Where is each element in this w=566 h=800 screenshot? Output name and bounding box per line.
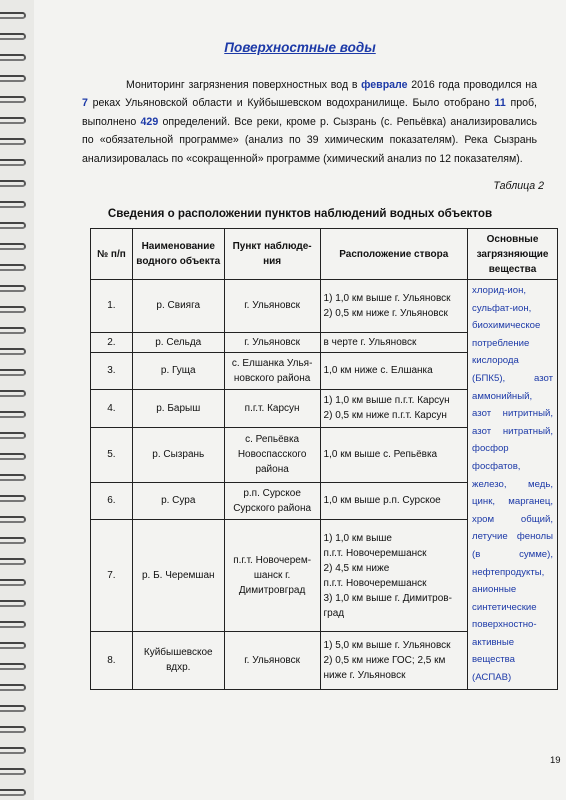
binder-ring [0, 33, 26, 40]
binder-ring [0, 663, 26, 670]
cell-name: р. Сельда [132, 332, 224, 352]
cell-location [320, 632, 468, 689]
cell-name: р. Б. Черемшан [132, 520, 224, 632]
binder-ring [0, 579, 26, 586]
binder-ring [0, 453, 26, 460]
header-point: Пункт наблюде-ния [224, 229, 320, 280]
document-page [40, 0, 560, 800]
binder-ring [0, 600, 26, 607]
intro-paragraph [82, 76, 537, 168]
para-text: проб, выполнено [82, 97, 537, 128]
binder-ring [0, 621, 26, 628]
binder-ring [0, 264, 26, 271]
binder-ring [0, 117, 26, 124]
location-line: 2) 0,5 км ниже ГОС; 2,5 км ниже г. Ульяновск [323, 654, 446, 681]
cell-pollutants: хлорид-ион, сульфат-ион, биохимическое потребление кислорода (БПК5), азот аммонийный, азот нитритный, азот нитратный, фосфор фосфатов, железо, медь, цинк, марганец, хром общий, летучие фенолы (в сумме), нефтепродукты, анионные синтетические поверхностно-активные вещества (АСПАВ) [468, 280, 558, 690]
location-line: 1,0 км ниже с. Елшанка [323, 365, 433, 377]
para-text: Мониторинг загрязнения поверхностных вод в [126, 79, 362, 91]
cell-num: 5. [91, 427, 133, 482]
location-line: 2) 0,5 км ниже г. Ульяновск [323, 307, 448, 319]
binder-ring [0, 495, 26, 502]
location-line: 1) 5,0 км выше г. Ульяновск [323, 639, 451, 651]
binder-ring [0, 96, 26, 103]
location-line: п.г.т. Новочеремшанск [323, 547, 427, 559]
cell-location [320, 352, 468, 389]
binder-ring [0, 159, 26, 166]
binder-ring [0, 558, 26, 565]
binder-ring [0, 222, 26, 229]
location-line: 1) 1,0 км выше [323, 532, 392, 544]
para-objects-count: 7 [82, 97, 88, 110]
table-row [91, 280, 558, 333]
cell-name: р. Свияга [132, 280, 224, 333]
para-month: феврале [361, 79, 408, 91]
binder-ring [0, 516, 26, 523]
cell-num: 4. [91, 390, 133, 427]
location-line: п.г.т. Новочеремшанск [323, 577, 427, 589]
cell-num: 7. [91, 520, 133, 632]
binder-spiral [0, 0, 34, 800]
cell-name: р. Сура [132, 482, 224, 519]
binder-ring [0, 180, 26, 187]
binder-ring [0, 537, 26, 544]
header-name: Наименование водного объекта [132, 229, 224, 280]
binder-ring [0, 285, 26, 292]
cell-num: 6. [91, 482, 133, 519]
cell-location [320, 332, 468, 352]
binder-ring [0, 642, 26, 649]
table-label: Таблица 2 [493, 180, 544, 192]
binder-ring [0, 369, 26, 376]
binder-ring [0, 75, 26, 82]
para-text: реках Ульяновской области и Куйбышевском водохранилище. Было отобрано [87, 97, 495, 110]
binder-ring [0, 348, 26, 355]
binder-ring [0, 705, 26, 712]
para-text: определений. Все реки, кроме р. Сызрань (с. Репьёвка) анализировались по «обязательной программе» (анализ по 39 химическим показателям). Река Сызрань анализировалась по «сокращенной» программе (химический анализ по 12 показателям). [82, 115, 537, 165]
cell-point: г. Ульяновск [224, 332, 320, 352]
cell-location [320, 520, 468, 632]
binder-ring [0, 54, 26, 61]
header-location: Расположение створа [320, 229, 468, 280]
cell-location [320, 390, 468, 427]
cell-name: р. Сызрань [132, 427, 224, 482]
cell-name: р. Гуща [132, 352, 224, 389]
binder-ring [0, 474, 26, 481]
binder-ring [0, 747, 26, 754]
location-line: 3) 1,0 км выше г. Димитров-град [323, 592, 452, 619]
location-line: 1,0 км выше р.п. Сурское [323, 495, 441, 507]
cell-point: п.г.т. Карсун [224, 390, 320, 427]
location-line: 1,0 км выше с. Репьёвка [323, 449, 438, 461]
cell-point: г. Ульяновск [224, 632, 320, 689]
location-line: 1) 1,0 км выше п.г.т. Карсун [323, 395, 450, 407]
cell-point: с. Елшанка Улья-новского района [224, 352, 320, 389]
para-determinations-count: 429 [140, 115, 159, 128]
header-pollutants: Основные загрязняющие вещества [468, 229, 558, 280]
location-line: 2) 0,5 км ниже п.г.т. Карсун [323, 410, 447, 422]
cell-point: с. Репьёвка Новоспасского района [224, 427, 320, 482]
cell-num: 2. [91, 332, 133, 352]
para-text: 2016 года проводился на [407, 79, 537, 91]
para-samples-count: 11 [494, 97, 506, 110]
observation-points-table [90, 228, 558, 690]
page-number: 19 [550, 755, 561, 766]
cell-location [320, 280, 468, 333]
cell-num: 3. [91, 352, 133, 389]
cell-num: 1. [91, 280, 133, 333]
table-header-row [91, 229, 558, 280]
binder-ring [0, 768, 26, 775]
binder-ring [0, 411, 26, 418]
location-line: 2) 4,5 км ниже [323, 562, 390, 574]
binder-ring [0, 390, 26, 397]
binder-ring [0, 12, 26, 19]
binder-ring [0, 327, 26, 334]
cell-name: Куйбышевское вдхр. [132, 632, 224, 689]
cell-point: г. Ульяновск [224, 280, 320, 333]
location-line: в черте г. Ульяновск [323, 336, 417, 348]
binder-ring [0, 138, 26, 145]
cell-location [320, 427, 468, 482]
binder-ring [0, 789, 26, 796]
binder-ring [0, 243, 26, 250]
binder-ring [0, 726, 26, 733]
table-title: Сведения о расположении пунктов наблюдений водных объектов [107, 207, 493, 220]
cell-point: р.п. Сурское Сурского района [224, 482, 320, 519]
cell-point: п.г.т. Новочерем-шанск г. Димитровград [224, 520, 320, 632]
binder-ring [0, 201, 26, 208]
binder-ring [0, 306, 26, 313]
binder-ring [0, 432, 26, 439]
section-title: Поверхностные воды [224, 40, 376, 55]
cell-name: р. Барыш [132, 390, 224, 427]
location-line: 1) 1,0 км выше г. Ульяновск [323, 292, 451, 304]
binder-ring [0, 684, 26, 691]
cell-location [320, 482, 468, 519]
cell-num: 8. [91, 632, 133, 689]
header-num: № п/п [91, 229, 133, 280]
